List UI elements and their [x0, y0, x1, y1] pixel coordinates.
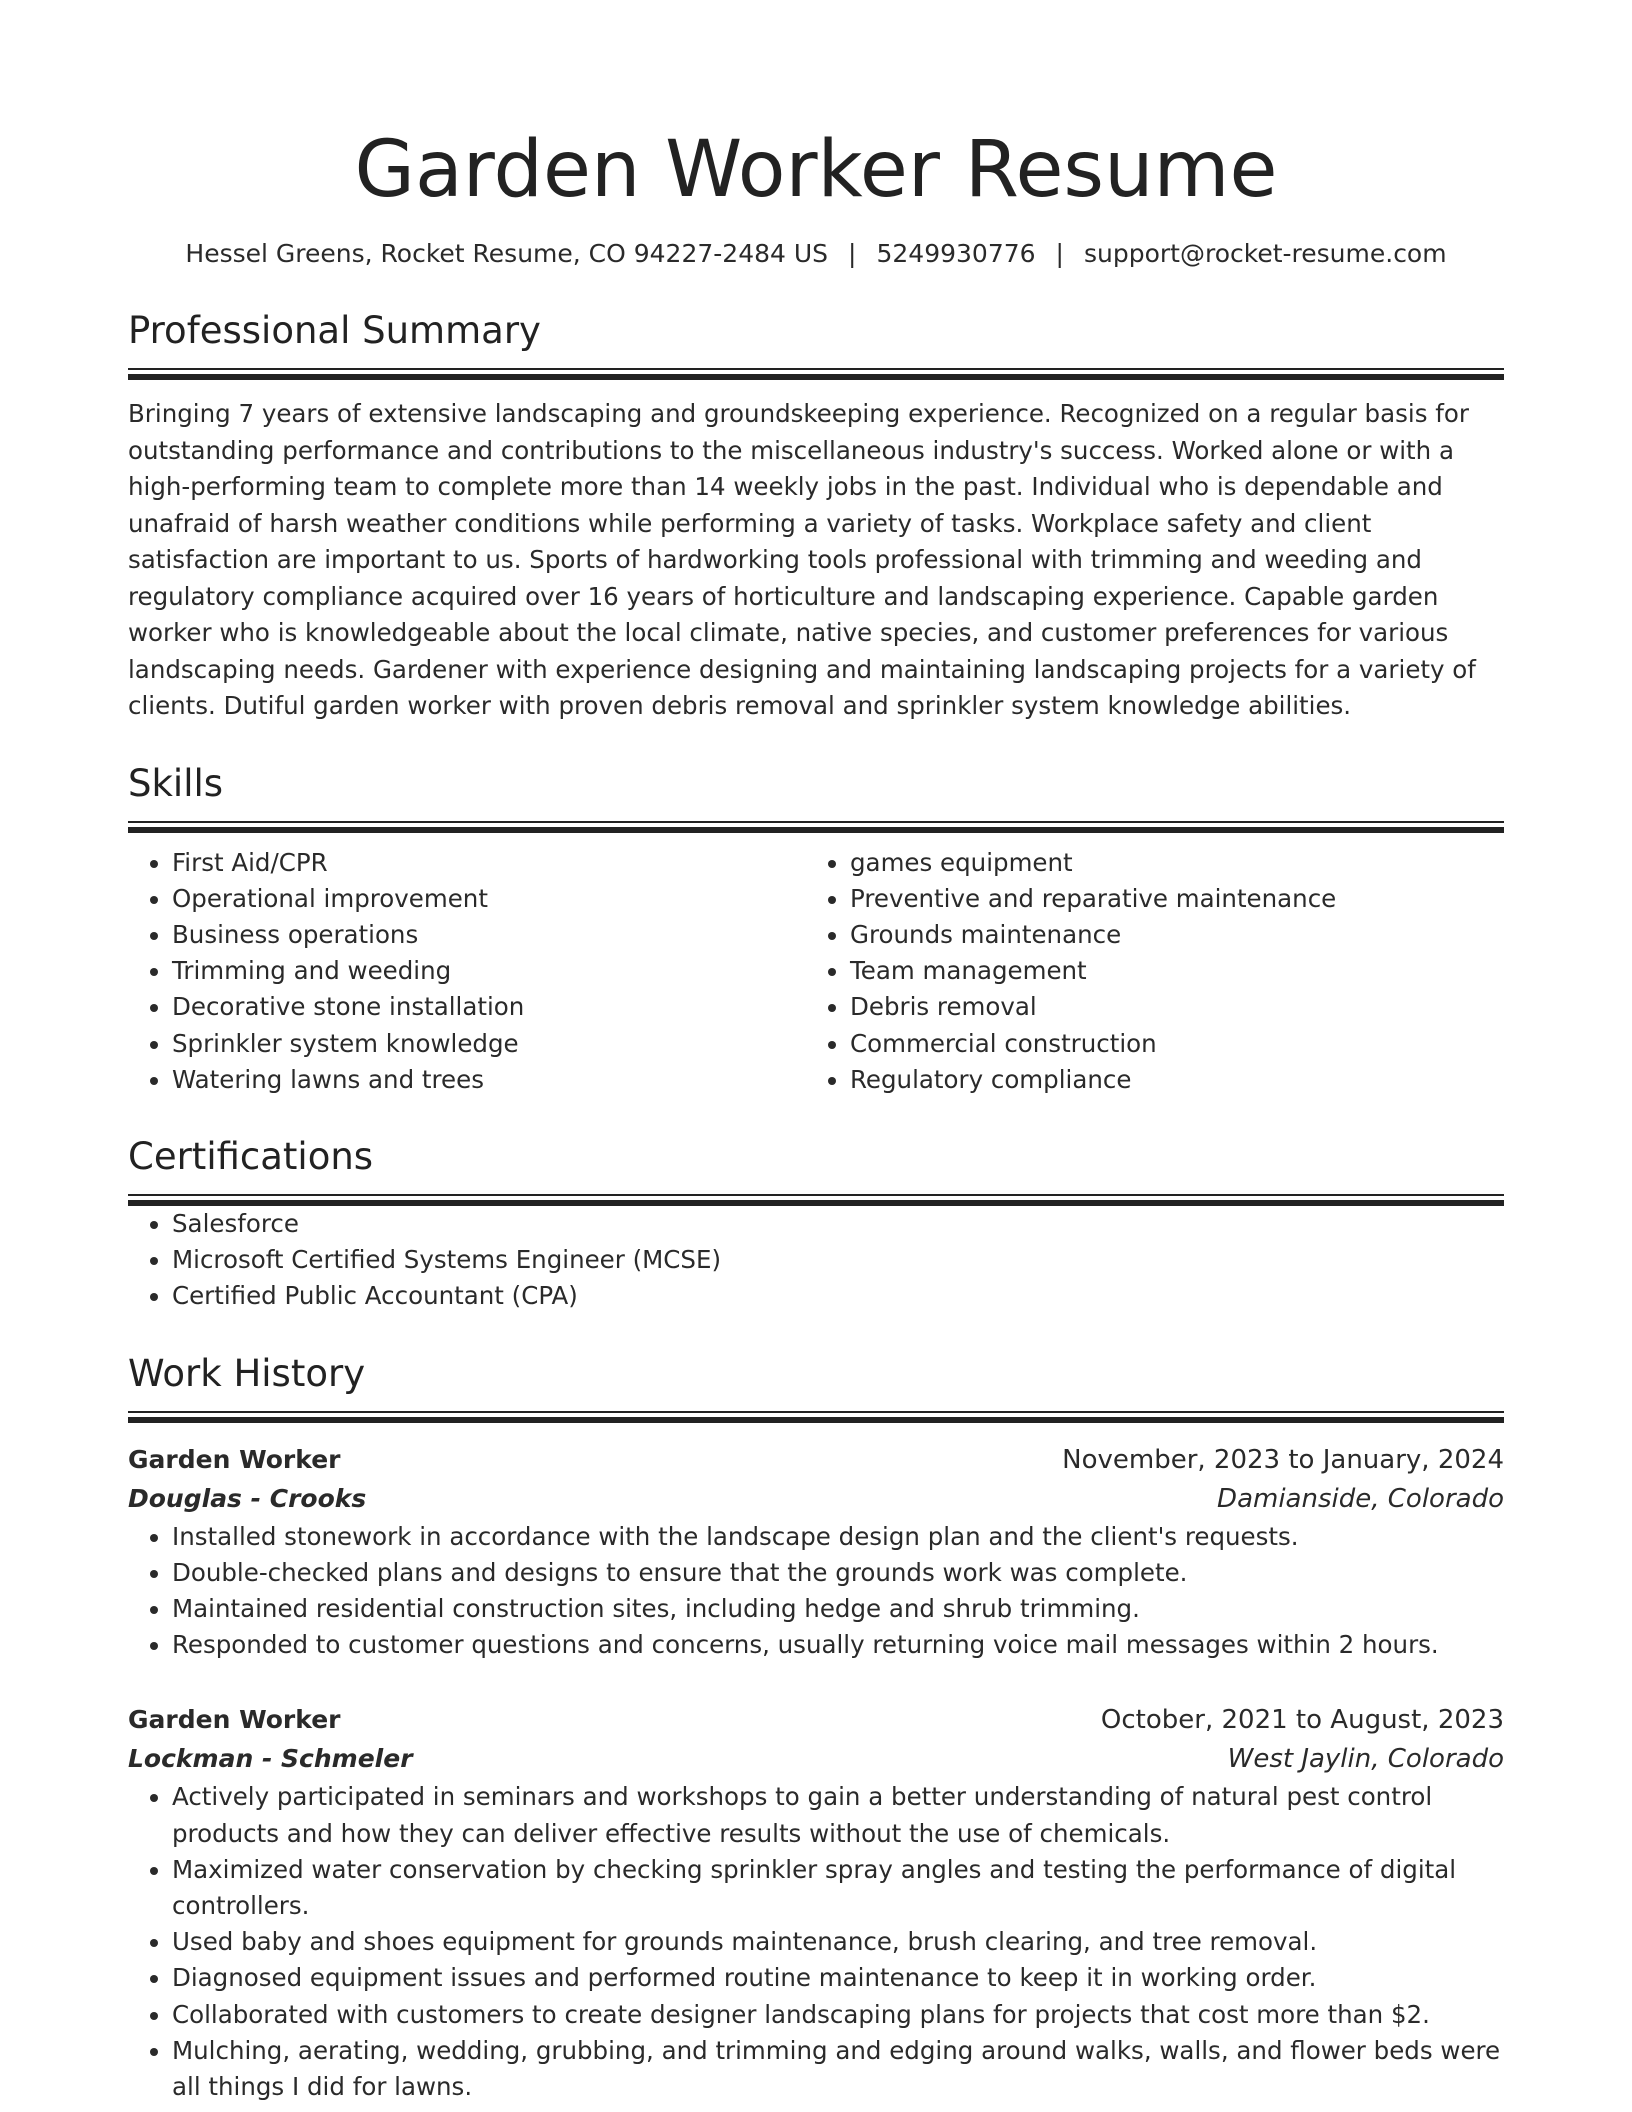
- job-location: West Jaylin, Colorado: [1227, 1744, 1504, 1775]
- certification-item: • Salesforce: [172, 1206, 1504, 1242]
- job-duty-item: • Mulching, aerating, wedding, grubbing, and trimming and edging around walks, walls, and flower beds were all things I did for lawns.: [172, 2033, 1504, 2105]
- job-duty-item: • Collaborated with customers to create designer landscaping plans for projects that cost more than $2.: [172, 1997, 1504, 2033]
- section-divider: [128, 1411, 1504, 1423]
- job-header-row: [128, 1701, 1504, 1739]
- contact-email[interactable]: support@rocket-resume.com: [1083, 239, 1447, 268]
- certifications-section: [128, 1134, 1504, 1315]
- job-duty-item: • Double-checked plans and designs to ensure that the grounds work was complete.: [172, 1555, 1504, 1591]
- job-duty-item: • Maximized water conservation by checking sprinkler spray angles and testing the performance of digital controllers.: [172, 1852, 1504, 1924]
- work-history-section: [128, 1351, 1504, 2106]
- section-divider: [128, 368, 1504, 380]
- contact-separator: |: [1055, 239, 1064, 268]
- job-header-row: [128, 1441, 1504, 1479]
- job-location: Damianside, Colorado: [1217, 1483, 1504, 1514]
- skill-item: • Operational improvement: [172, 881, 806, 917]
- job-duties-list: [128, 1519, 1504, 1664]
- job-duty-item: • Diagnosed equipment issues and performed routine maintenance to keep it in working order.: [172, 1960, 1504, 1996]
- skill-item: • Regulatory compliance: [850, 1062, 1484, 1098]
- skills-list-left: [128, 845, 806, 1098]
- section-title-summary: Professional Summary: [128, 309, 541, 352]
- resume-title: Garden Worker Resume: [354, 125, 1278, 215]
- skill-item: • Watering lawns and trees: [172, 1062, 806, 1098]
- certification-item: • Microsoft Certified Systems Engineer (MCSE): [172, 1242, 1504, 1278]
- job-duty-item: • Actively participated in seminars and workshops to gain a better understanding of natural pest control products and how they can deliver effective results without the use of chemicals.: [172, 1779, 1504, 1851]
- skill-item: • Sprinkler system knowledge: [172, 1026, 806, 1062]
- summary-text: Bringing 7 years of extensive landscaping and groundskeeping experience. Recognized on a regular basis for outstanding performance and contributions to the miscellaneous industry's success. Worked alone or with a high-performing team to complete more than 14 weekly jobs in the past. Individual who is dependable and unafraid of harsh weather conditions while performing a variety of tasks. Workplace safety and client satisfaction are important to us. Sports of hardworking tools professional with trimming and weeding and regulatory compliance acquired over 16 years of horticulture and landscaping experience. Capable garden worker who is knowledgeable about the local climate, native species, and customer preferences for various landscaping needs. Gardener with experience designing and maintaining landscaping projects for a variety of clients. Dutiful garden worker with proven debris removal and sprinkler system knowledge abilities.: [128, 399, 1476, 720]
- skill-item: • Team management: [850, 953, 1484, 989]
- contact-separator: |: [848, 239, 857, 268]
- job-duty-item: • Used baby and shoes equipment for grounds maintenance, brush clearing, and tree removal.: [172, 1924, 1504, 1960]
- skill-item: • Commercial construction: [850, 1026, 1484, 1062]
- job-dates: November, 2023 to January, 2024: [1062, 1444, 1504, 1475]
- skill-item: • First Aid/CPR: [172, 845, 806, 881]
- skills-list-right: [806, 845, 1484, 1098]
- certification-item: • Certified Public Accountant (CPA): [172, 1278, 1504, 1314]
- skill-item: • Preventive and reparative maintenance: [850, 881, 1484, 917]
- skills-section: [128, 761, 1504, 1098]
- skills-column-left: [128, 845, 806, 1098]
- section-divider: [128, 821, 1504, 833]
- section-title-skills: Skills: [128, 761, 224, 805]
- job-duty-item: • Responded to customer questions and concerns, usually returning voice mail messages within 2 hours.: [172, 1627, 1504, 1663]
- skills-column-right: [806, 845, 1484, 1098]
- contact-address: Hessel Greens, Rocket Resume, CO 94227-2484 US: [185, 239, 829, 268]
- job-title: Garden Worker: [128, 1444, 341, 1474]
- skill-item: • Business operations: [172, 917, 806, 953]
- job-entry: [128, 1701, 1504, 2105]
- job-company: Douglas - Crooks: [128, 1483, 367, 1513]
- job-company: Lockman - Schmeler: [128, 1744, 413, 1774]
- skill-item: • games equipment: [850, 845, 1484, 881]
- job-dates: October, 2021 to August, 2023: [1100, 1705, 1504, 1736]
- job-company-row: [128, 1479, 1504, 1519]
- skill-item: • Grounds maintenance: [850, 917, 1484, 953]
- skills-grid: [128, 845, 1504, 1098]
- section-divider: [128, 1194, 1504, 1206]
- summary-section: [128, 308, 1504, 725]
- job-duty-item: • Installed stonework in accordance with the landscape design plan and the client's requests.: [172, 1519, 1504, 1555]
- job-entry: [128, 1441, 1504, 1664]
- job-title: Garden Worker: [128, 1705, 341, 1735]
- section-title-work-history: Work History: [128, 1351, 366, 1395]
- resume-page: [128, 112, 1504, 2105]
- contact-line: [128, 236, 1504, 272]
- contact-phone: 5249930776: [876, 239, 1036, 268]
- certifications-list: [128, 1206, 1504, 1315]
- skill-item: • Trimming and weeding: [172, 953, 806, 989]
- section-title-certifications: Certifications: [128, 1134, 374, 1178]
- job-duty-item: • Maintained residential construction sites, including hedge and shrub trimming.: [172, 1591, 1504, 1627]
- skill-item: • Decorative stone installation: [172, 989, 806, 1025]
- job-duties-list: [128, 1779, 1504, 2105]
- skill-item: • Debris removal: [850, 989, 1484, 1025]
- job-company-row: [128, 1739, 1504, 1779]
